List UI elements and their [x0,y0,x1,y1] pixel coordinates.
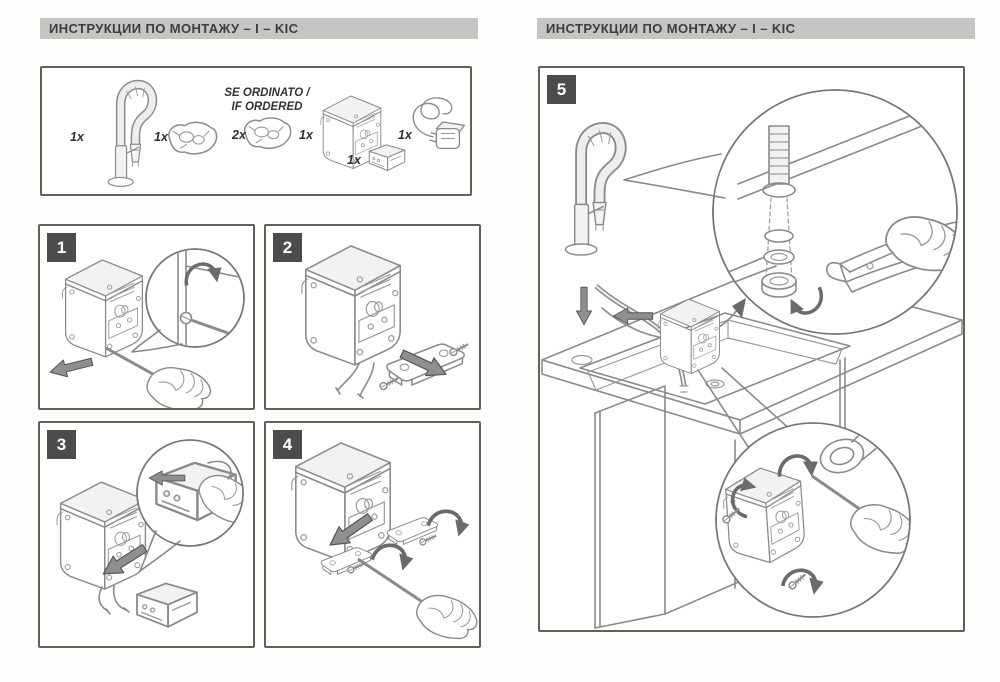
faucet-icon [565,128,620,255]
block-arrow-icon [48,353,94,380]
spare-bag-qty: 2x [232,128,246,142]
wires-icon [336,363,374,398]
screwdriver-icon [358,559,424,603]
screw-icon [379,375,400,390]
spare-bag-icon [245,118,291,148]
step-number-badge: 1 [47,233,76,262]
page-header-left: ИНСТРУКЦИИ ПО МОНТАЖУ – I – KIC [40,18,478,39]
step-number-badge: 5 [547,75,576,104]
step-2-box [264,224,481,410]
faucet-qty: 1x [70,130,84,144]
page-header-right: ИНСТРУКЦИИ ПО МОНТАЖУ – I – KIC [537,18,975,39]
control-box-icon [658,299,719,373]
step-3-box [38,421,255,648]
control-box-icon [62,260,142,357]
control-box-icon [302,246,400,365]
hand-icon [411,588,479,646]
power-adapter-icon [413,98,464,149]
battery-pack-icon [137,583,197,626]
control-box-icon [57,482,145,589]
conditional-note-line2: IF ORDERED [231,101,303,113]
step5-illustration [540,68,963,630]
down-arrow-icon [577,287,592,325]
faucet-icon [108,85,152,187]
control-box-qty: 1x [299,128,313,142]
battery-pack-qty: 1x [347,153,361,167]
step-4-box [264,421,481,648]
gasket-bag-icon [169,122,217,153]
step-number-badge: 2 [273,233,302,262]
step-number-badge: 3 [47,430,76,459]
gasket-bag-qty: 1x [154,130,168,144]
step-5-box [538,66,965,632]
conditional-note-line1: SE ORDINATO / [224,87,310,99]
step-number-badge: 4 [273,430,302,459]
screw-icon [419,533,438,546]
step-1-box [38,224,255,410]
parts-box [40,66,472,196]
power-adapter-qty: 1x [398,128,412,142]
hand-icon [143,362,214,408]
